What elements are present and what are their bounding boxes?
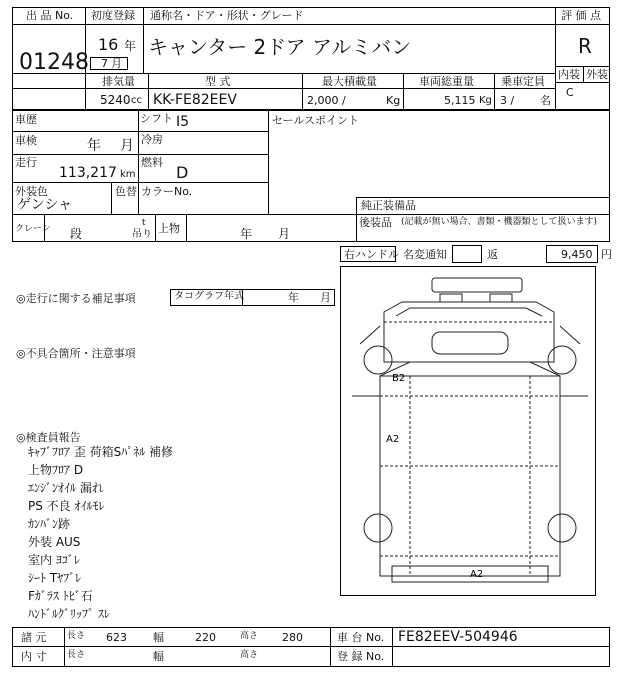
inspection-label: 車検 [15,134,37,147]
length-label: 長さ [67,631,86,641]
first-reg-label: 初度登録 [91,9,135,22]
report-line: ｷｬﾌﾞﾌﾛｱ 歪 荷箱Sﾊﾟﾈﾙ 補修 [28,445,174,459]
fuel-label: 燃料 [141,156,163,169]
ext-color-label: 外装色 [15,185,48,198]
report-line: PS 不良 ｵｲﾙﾓﾚ [28,499,105,513]
truck-condition-diagram [340,266,596,596]
mark-b2: B2 [392,373,406,384]
crane-ton: t [142,218,146,228]
load-label: 最大積載量 [322,75,377,88]
height-label: 高さ [240,631,259,641]
gross-label: 車両総重量 [419,75,474,88]
inspection-year: 年 [87,138,101,154]
footer-block [12,627,610,667]
model-name: キャンター 2ドア アルミバン [148,35,412,59]
color-change-label: 色替 [115,185,137,198]
tacho-year: 年 [288,291,299,304]
defects-heading: ◎不具合箇所・注意事項 [16,347,136,360]
capacity-value: 3 / [500,94,515,107]
fuel-value: D [176,163,189,182]
report-line: 上物ﾌﾛｱ D [28,463,84,477]
vehicle-type: KK-FE82EEV [153,92,237,108]
capacity-label: 乗車定員 [501,75,545,88]
ext-color-value: ゲンシャ [17,197,73,213]
inspector-report-heading: ◎検査員報告 [16,431,81,444]
width-label: 幅 [153,631,164,644]
crane-stage: 段 [70,227,83,241]
overall-score: R [578,34,592,58]
sales-point-label: セールスポイント [272,114,360,127]
tacho-label: タコグラフ年式 [174,291,244,302]
capacity-unit: 名 [540,94,551,107]
report-line: 外装 AUS [28,535,81,549]
deposit-unit: 円 [601,248,612,261]
lot-label: 出 品 No. [26,9,74,22]
tacho-month: 月 [320,291,331,304]
reg-year: 16 [98,35,119,54]
history-label: 車歴 [15,113,37,126]
travel-notes-heading: ◎走行に関する補足事項 [16,292,136,305]
deposit-prefix: 返 [487,248,498,261]
chassis-label: 車 台 No. [337,631,385,644]
mark-a2-rear: A2 [470,569,484,580]
shift-label: シフト [140,112,173,125]
type-label: 型 式 [205,75,231,88]
cc-unit: cc [131,95,142,106]
width-value: 220 [195,631,216,644]
genuine-equipment-label: 純正装備品 [361,199,416,212]
max-load: 2,000 / [307,94,346,107]
body-label: 上物 [158,222,180,235]
deposit-value: 9,450 [561,248,593,261]
body-year: 年 [240,227,253,241]
displacement-value: 5240 [100,93,131,107]
color-code-label: カラーNo. [141,185,193,198]
gross-unit: Kg [479,95,492,106]
inner-width-label: 幅 [153,650,164,663]
reg-year-unit: 年 [124,39,137,53]
inspection-month: 月 [120,138,134,154]
report-line: 室内 ﾖｺﾞﾚ [28,553,80,567]
exterior-label: 外装 [586,68,608,81]
inner-length-label: 長さ [67,650,86,660]
interior-label: 内装 [558,68,580,81]
aftermarket-label: 後装品 [359,216,392,229]
inspector-report [28,446,173,626]
report-line: Fｶﾞﾗｽ ﾄﾋﾞ石 [28,589,93,603]
shift-value: I5 [176,114,190,130]
inner-height-label: 高さ [240,650,259,660]
mileage-label: 走行 [15,156,37,169]
name-change-label: 名変通知 [403,248,447,261]
mark-a2-side: A2 [386,434,400,445]
interior-score: C [566,86,574,99]
grade-label: 評 価 点 [561,9,601,22]
length-value: 623 [106,631,127,644]
report-line: ﾊﾝﾄﾞﾙｸﾞﾘｯﾌﾟ ｽﾚ [28,607,110,621]
chassis-number: FE82EEV-504946 [398,629,518,645]
mileage-unit: km [120,169,136,180]
aftermarket-note: (記載が無い場合、書類・機器類として扱います) [401,217,598,227]
dims-label: 諸 元 [21,631,47,644]
report-line: ｴﾝｼﾞﾝｵｲﾙ 漏れ [28,481,104,495]
crane-label: クレーン [15,224,51,234]
crane-hang: 吊り [132,229,152,240]
load-unit: Kg [386,94,401,107]
rhd-label: 右ハンドル [344,248,399,261]
inner-dims-label: 内 寸 [21,650,47,663]
body-month: 月 [278,227,291,241]
name-change-box [452,245,482,263]
displacement-label: 排気量 [102,75,135,88]
reg-month: 7 [101,57,108,70]
lot-number: 01248 [19,50,89,75]
registration-label: 登 録 No. [337,650,385,663]
gross-weight: 5,115 [444,94,476,107]
report-line: ｼｰﾄ Tﾔﾌﾞﾚ [28,571,82,585]
name-label: 通称名・ドア・形状・グレード [150,9,304,22]
mileage-value: 113,217 [59,165,117,181]
reg-month-unit: 月 [111,57,122,70]
aircon-label: 冷房 [141,133,163,146]
height-value: 280 [282,631,303,644]
report-line: ｶﾝﾊﾞﾝ跡 [28,517,71,531]
